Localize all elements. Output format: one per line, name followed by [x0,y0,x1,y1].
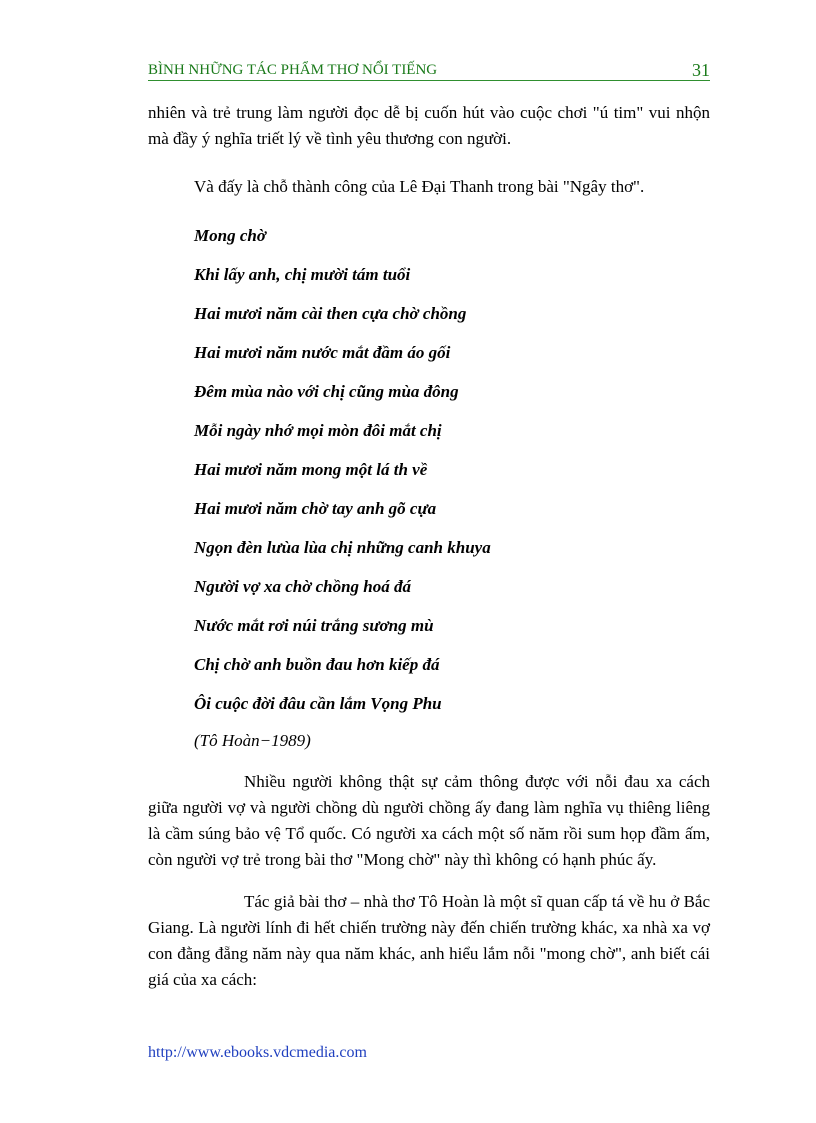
poem-line: Hai mươi năm nước mắt đầm áo gối [194,343,451,362]
page-content [148,100,710,993]
header-title: BÌNH NHỮNG TÁC PHẨM THƠ NỔI TIẾNG [148,62,438,78]
running-header [148,60,710,81]
poem-line: Hai mươi năm mong một lá th về [194,460,428,479]
poem-line: Mỗi ngày nhớ mọi mòn đôi mắt chị [194,421,442,440]
body-paragraph-2: Tác giả bài thơ – nhà thơ Tô Hoàn là một sĩ quan cấp tá về hu ở Bắc Giang. Là người lính đi hết chiến trường này đến chiến trường khác, xa nhà xa vợ con đằng đẵng năm này qua năm khác, anh hiểu lắm nỗi "mong chờ", anh biết cái giá của xa cách: [148,892,710,989]
intro-paragraph: nhiên và trẻ trung làm người đọc dễ bị cuốn hút vào cuộc chơi "ú tim" vui nhộn mà đầy ý nghĩa triết lý về tình yêu thương con người. [148,103,710,148]
poem-line: Hai mươi năm cài then cựa chờ chồng [194,304,467,323]
success-paragraph: Và đấy là chỗ thành công của Lê Đại Thanh trong bài "Ngây thơ". [194,177,645,196]
poem-line: Chị chờ anh buồn đau hơn kiếp đá [194,655,440,674]
poem-line: Khi lấy anh, chị mười tám tuổi [194,265,411,284]
poem [148,255,710,723]
page-number: 31 [692,60,710,80]
poem-line: Ngọn đèn lưùa lùa chị những canh khuya [194,538,491,557]
poem-title: Mong chờ [194,226,266,245]
poem-line: Đêm mùa nào với chị cũng mùa đông [194,382,459,401]
poem-line: Ôi cuộc đời đâu cần lắm Vọng Phu [194,694,442,713]
poem-attribution: (Tô Hoàn−1989) [194,731,311,750]
body-paragraph-1: Nhiều người không thật sự cảm thông được với nỗi đau xa cách giữa người vợ và người chồng dù người chồng ấy đang làm nghĩa vụ thiêng liêng là cầm súng bảo vệ Tổ quốc. Có người xa cách một số năm rồi sum họp đầm ấm, còn người vợ trẻ trong bài thơ "Mong chờ" này thì không có hạnh phúc ấy. [148,772,710,869]
footer-url[interactable]: http://www.ebooks.vdcmedia.com [148,1044,367,1061]
poem-line: Nước mắt rơi núi trắng sương mù [194,616,434,635]
poem-line: Người vợ xa chờ chồng hoá đá [194,577,412,596]
poem-line: Hai mươi năm chờ tay anh gõ cựa [194,499,437,518]
